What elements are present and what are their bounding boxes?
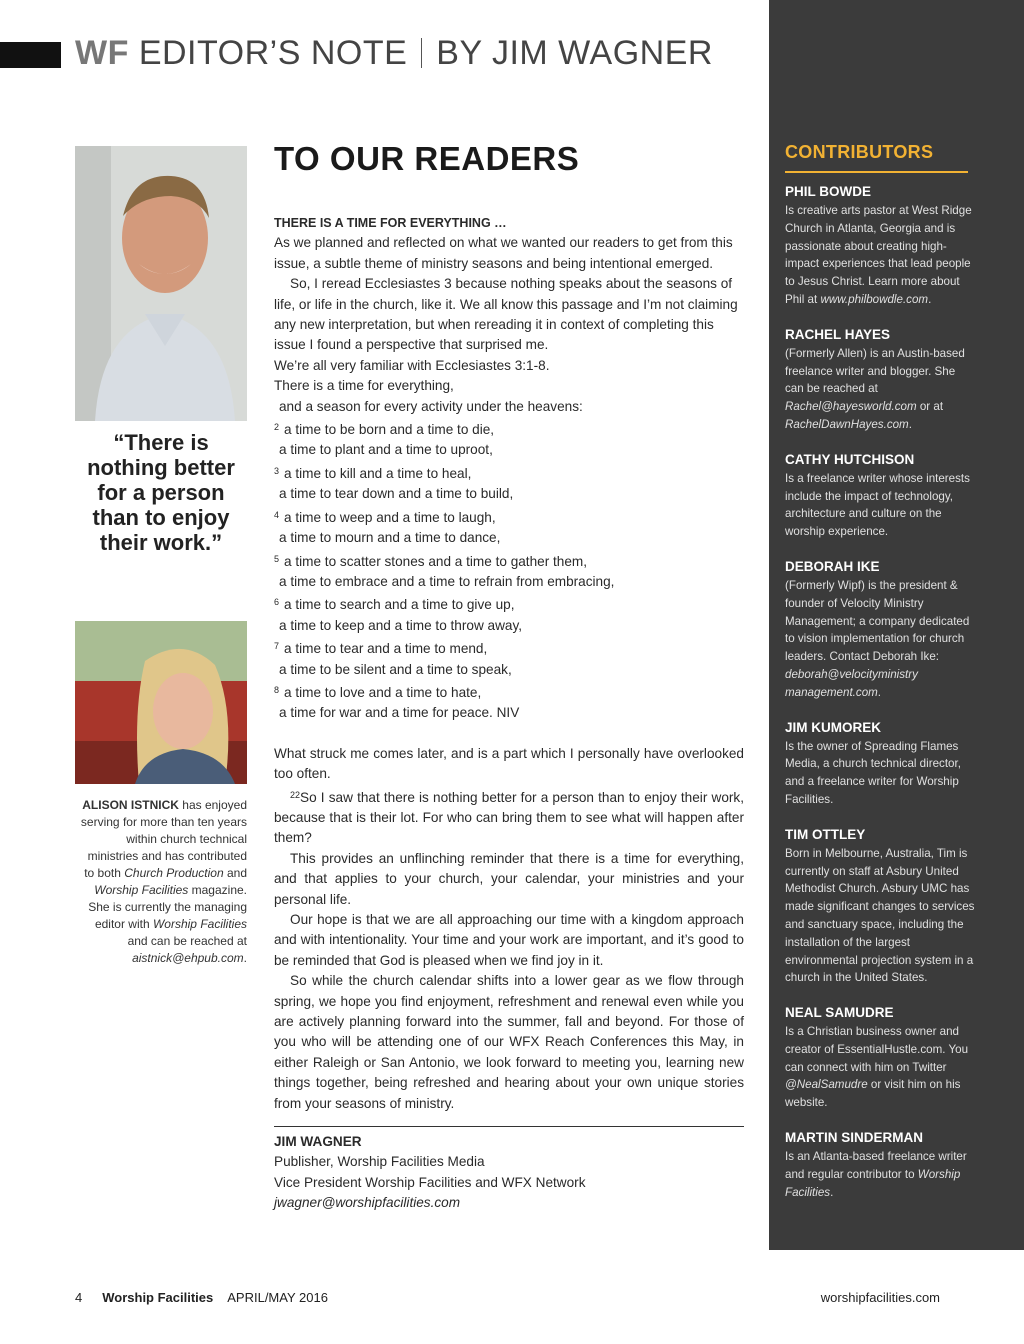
contributors-list	[785, 182, 975, 1217]
paragraph: As we planned and reflected on what we wanted our readers to get from this issue, a subtle theme of ministry seasons and being intentional emerged.	[274, 235, 733, 271]
contributor-text: Is an Atlanta-based freelance writer and regular contributor to	[785, 1150, 967, 1181]
footer-website-link[interactable]: worshipfacilities.com	[820, 1290, 940, 1305]
contributor-name: PHIL BOWDE	[785, 184, 872, 199]
bio-text: has enjoyed serving for more than ten years within church technical ministries and has contributed to both	[80, 798, 247, 880]
contributor-text: (Formerly Wipf) is the president & founder of Velocity Ministry Management; a company dedicated to vision implementation for church leaders. Contact Deborah Ike:	[785, 578, 970, 664]
verse-line	[274, 680, 744, 703]
verse-text: a time to plant and a time to uproot,	[279, 442, 493, 458]
contributor-link[interactable]: Worship Facilities	[785, 1167, 961, 1199]
verse-line	[274, 636, 744, 659]
signature-title: Vice President Worship Facilities and WFX Network	[274, 1174, 586, 1190]
verse-line	[274, 376, 744, 396]
contributor-description	[785, 470, 975, 541]
verse-text: a time to kill and a time to heal,	[284, 465, 472, 481]
contributor-entry	[785, 718, 975, 809]
verse-text: a time to tear and a time to mend,	[284, 641, 488, 657]
bio-publication: Worship Facilities	[152, 917, 247, 931]
verse-line	[274, 592, 744, 615]
verse-text: a time to mourn and a time to dance,	[279, 530, 501, 546]
verse-text: a time to embrace and a time to refrain from embracing,	[279, 573, 615, 589]
contributor-description	[785, 202, 975, 309]
signature-divider	[274, 1126, 744, 1127]
verse-line	[274, 528, 744, 548]
footer-magazine: Worship Facilities	[102, 1290, 214, 1305]
contributor-name: RACHEL HAYES	[785, 326, 891, 342]
verse-number: 8	[274, 684, 280, 695]
contributor-description	[785, 1148, 975, 1201]
article-kicker: THERE IS A TIME FOR EVERYTHING …	[274, 216, 507, 230]
contributor-text: or visit him on his website.	[785, 1078, 961, 1110]
contributor-name: NEAL SAMUDRE	[785, 1005, 894, 1021]
contributor-name: MARTIN SINDERMAN	[785, 1130, 923, 1146]
verse-number: 4	[274, 509, 280, 520]
verse-number: 2	[274, 422, 280, 433]
contributor-link[interactable]: @NealSamudre	[785, 1078, 868, 1092]
verse-line	[274, 572, 744, 592]
contributor-name: CATHY HUTCHISON	[785, 451, 915, 467]
section-header	[75, 34, 713, 73]
verse-text: a time to be silent and a time to speak,	[279, 661, 512, 677]
contributor-text: .	[830, 1185, 834, 1199]
portrait-man-image	[75, 146, 247, 421]
verse-text: a time to weep and a time to laugh,	[284, 509, 496, 525]
paragraph-text: So I saw that there is nothing better for a person than to enjoy their work, because that is their lot. For who can bring them to see what will happen after them?	[274, 789, 744, 846]
bio-email-link[interactable]: aistnick@ehpub.com	[132, 951, 244, 965]
verse-line	[274, 484, 744, 504]
portrait-woman-image	[75, 621, 247, 784]
pull-quote: “There is nothing better for a person than to enjoy their work.”	[87, 430, 235, 555]
footer-issue: APRIL/MAY 2016	[227, 1290, 328, 1305]
verse-number: 22	[290, 789, 301, 800]
contributor-text: .	[928, 292, 932, 306]
page-number: 4	[75, 1290, 83, 1305]
byline: BY JIM WAGNER	[436, 34, 713, 72]
bio-publication: Church Production	[124, 866, 224, 880]
bio-text: .	[243, 951, 247, 965]
contributor-entry	[785, 182, 975, 309]
contributor-description	[785, 577, 975, 702]
contributor-entry	[785, 325, 975, 434]
scripture-verses	[274, 376, 744, 724]
brand-mark: WF	[75, 34, 129, 72]
signature-title: Publisher, Worship Facilities Media	[274, 1154, 485, 1170]
verse-line	[274, 616, 744, 636]
verse-line	[274, 397, 744, 417]
contributor-text: Born in Melbourne, Australia, Tim is currently on staff at Asbury United Methodist Church. Asbury UMC has made significant changes to services and sanctuary space, including the installation of the largest environmental projection system in a church in the United States.	[785, 846, 975, 985]
signature-email-link[interactable]: jwagner@worshipfacilities.com	[274, 1195, 461, 1211]
sidebar-heading-rule	[785, 171, 968, 173]
verse-line	[274, 440, 744, 460]
contributor-entry	[785, 825, 975, 987]
verse-text: a time to keep and a time to throw away,	[279, 617, 523, 633]
verse-line	[274, 660, 744, 680]
contributor-name: DEBORAH IKE	[785, 558, 880, 574]
verse-text: and a season for every activity under the heavens:	[279, 398, 583, 414]
bio-text: magazine. She is currently the managing editor with	[88, 883, 247, 931]
contributor-text: Is a Christian business owner and creator of EssentialHustle.com. You can connect with him on Twitter	[785, 1025, 969, 1074]
contributor-link[interactable]: Rachel@hayesworld.com	[785, 400, 917, 414]
verse-line	[274, 417, 744, 440]
verse-number: 6	[274, 597, 280, 608]
verse-line	[274, 549, 744, 572]
verse-text: a time to search and a time to give up,	[284, 597, 515, 613]
contributor-description	[785, 1023, 975, 1112]
verse-number: 7	[274, 641, 280, 652]
contributor-name: TIM OTTLEY	[785, 826, 866, 842]
contributor-entry	[785, 1128, 975, 1201]
contributor-text: .	[877, 685, 882, 699]
paragraph: Our hope is that we are all approaching our time with a kingdom approach and with intentionality. Your time and your work are important, and it’s good to be reminded that God is pleased when we find joy in it.	[274, 912, 744, 968]
contributor-name: JIM KUMOREK	[785, 719, 882, 735]
author-photo	[75, 146, 247, 421]
verse-text: There is a time for everything,	[274, 378, 454, 394]
verse-text: a time to tear down and a time to build,	[279, 486, 514, 502]
bio-text: and can be reached at	[127, 934, 247, 948]
sidebar-heading: CONTRIBUTORS	[785, 142, 934, 162]
contributor-bio	[75, 797, 247, 967]
header-divider	[421, 38, 422, 68]
paragraph	[274, 785, 744, 849]
contributor-text: Is a freelance writer whose interests include the impact of technology, architecture and culture on the worship experience.	[785, 471, 970, 539]
paragraph: What struck me comes later, and is a part which I personally have overlooked too often.	[274, 745, 744, 782]
verse-line	[274, 703, 744, 723]
paragraph: This provides an unflinching reminder that there is a time for everything, and that applies to your church, your calendar, your ministries and your personal life.	[274, 850, 744, 907]
verse-number: 5	[274, 553, 280, 564]
contributor-link[interactable]: deborah@velocityministry management.com	[785, 667, 918, 699]
paragraph: So while the church calendar shifts into a lower gear as we flow through spring, we hope you find enjoyment, refreshment and renewal even while you are actively planning forward into the summer, fall and beyond. For those of you who will be attending one of our WFX Reach Conferences this May, in either Raleigh or San Antonio, we look forward to meeting you, learning new things together, being refreshed and hearing about your own unique stories from your seasons of ministry.	[274, 973, 744, 1111]
article-title: TO OUR READERS	[274, 140, 580, 177]
contributor-entry	[785, 1003, 975, 1112]
verse-text: a time to be born and a time to die,	[284, 422, 495, 438]
section-label: EDITOR’S NOTE	[138, 34, 408, 72]
bio-publication: Worship Facilities	[94, 883, 189, 897]
article-body	[274, 213, 744, 1114]
contributor-description	[785, 738, 975, 809]
bio-name: ALISON ISTNICK	[82, 798, 179, 812]
contributor-link[interactable]: RachelDawnHayes.com	[785, 417, 909, 431]
contributor-text: .	[908, 417, 912, 431]
contributors-sidebar	[769, 0, 1024, 1250]
contributor-entry	[785, 450, 975, 541]
spacer	[274, 724, 744, 744]
contributor-photo	[75, 621, 247, 784]
verse-number: 3	[274, 465, 280, 476]
contributor-text: Is the owner of Spreading Flames Media, a church technical director, and a freelance writer for Worship Facilities.	[785, 739, 961, 806]
signature-name: JIM WAGNER	[274, 1134, 362, 1149]
contributor-text: Is creative arts pastor at West Ridge Church in Atlanta, Georgia and is passionate about creating high-impact experiences that lead people to Jesus Christ. Learn more about Phil at	[785, 204, 972, 306]
contributor-text: (Formerly Allen) is an Austin-based freelance writer and blogger. She can be reached at	[785, 346, 965, 396]
verse-line	[274, 461, 744, 484]
signature-block	[274, 1132, 744, 1214]
contributor-description	[785, 845, 975, 987]
footer-left	[75, 1290, 328, 1305]
verse-line	[274, 505, 744, 528]
paragraph: So, I reread Ecclesiastes 3 because nothing speaks about the seasons of life, or life in the church, like it. We all know this passage and I’m not claiming any new interpretation, but when rereading it in context of completing this issue I found a perspective that surprised me.	[274, 276, 738, 353]
bio-text: and	[223, 866, 247, 880]
contributor-link[interactable]: www.philbowdle.com	[820, 292, 929, 306]
header-bar	[0, 42, 61, 68]
verse-text: a time for war and a time for peace. NIV	[279, 705, 520, 721]
verse-text: a time to scatter stones and a time to gather them,	[284, 553, 588, 569]
paragraph: We’re all very familiar with Ecclesiastes 3:1-8.	[274, 357, 550, 373]
verse-text: a time to love and a time to hate,	[284, 684, 482, 700]
contributor-text: or at	[916, 400, 944, 414]
contributor-entry	[785, 557, 975, 702]
contributor-description	[785, 345, 975, 434]
